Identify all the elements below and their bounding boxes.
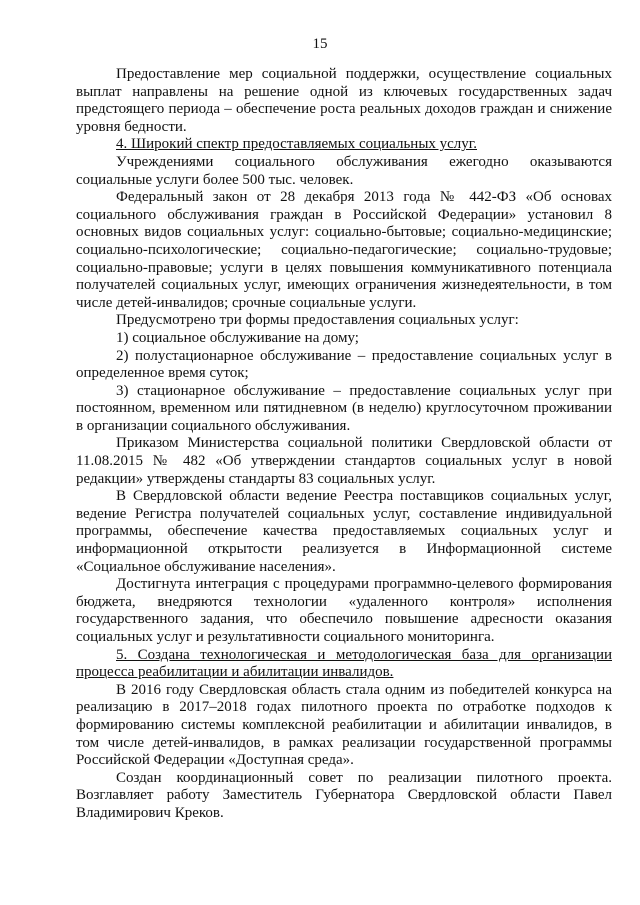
list-item-home-service: 1) социальное обслуживание на дому; — [116, 329, 359, 346]
paragraph-coordination-council: Создан координационный совет по реализации пилотного проекта. Возглавляет работу Заместитель Губернатора Свердловской области Павел Владимирович Креков. — [76, 769, 612, 821]
paragraph-ministry-order: Приказом Министерства социальной политики Свердловской области от 11.08.2015 № 482 «Об утверждении стандартов социальных услуг в новой редакции» утверждены стандарты 83 социальных услуг. — [76, 435, 612, 487]
list-item-stationary: 3) стационарное обслуживание – предоставление социальных услуг при постоянном, временном или пятидневном (в неделю) круглосуточном проживании в организации социального обслуживания. — [76, 382, 612, 434]
paragraph-pilot-project: В 2016 году Свердловская область стала одним из победителей конкурса на реализацию в 2017–2018 годах пилотного проекта по отработке подходов к формированию системы комплексной реабилитации и абилитации инвалидов, в том числе детей-инвалидов, в рамках реализации государственной программы Российской Федерации «Доступная среда». — [76, 681, 612, 769]
list-item-semi-stationary: 2) полустационарное обслуживание – предоставление социальных услуг в определенное время суток; — [76, 347, 612, 382]
paragraph-social-support: Предоставление мер социальной поддержки, осуществление социальных выплат направлены на решение одной из ключевых государственных задач предстоящего периода – обеспечение роста реальных доходов граждан и снижение уровня бедности. — [76, 66, 612, 135]
paragraph-registry: В Свердловской области ведение Реестра поставщиков социальных услуг, ведение Регистра получателей социальных услуг, составление индивидуальной программы, обеспечение качества предоставляемых социальных услуг и информационной открытости реализуется в Информационной системе «Социальное обслуживание населения». — [76, 488, 612, 575]
paragraph-integration: Достигнута интеграция с процедурами программно-целевого формирования бюджета, внедряются технологии «удаленного контроля» исполнения государственного задания, что обеспечило повышение адресности оказания социальных услуг и результативности социального мониторинга. — [76, 576, 612, 645]
paragraph-institutions: Учреждениями социального обслуживания ежегодно оказываются социальные услуги более 500 тыс. человек. — [76, 153, 612, 188]
paragraph-federal-law: Федеральный закон от 28 декабря 2013 года № 442-ФЗ «Об основах социального обслуживания граждан в Российской Федерации» установил 8 основных видов социальных услуг: социально-бытовые; социально-медицинские; социально-психологические; социально-педагогические; социально-трудовые; социально-правовые; услуги в целях повышения коммуникативного потенциала получателей социальных услуг, имеющих ограничения жизнедеятельности, в том числе детей-инвалидов; срочные социальные услуги. — [76, 189, 612, 311]
section-heading-4 — [76, 136, 612, 154]
document-body — [76, 66, 612, 823]
section-heading-5 — [76, 647, 612, 682]
section-heading-4-text: 4. Широкий спектр предоставляемых социальных услуг. — [116, 136, 478, 153]
section-heading-5-text: 5. Создана технологическая и методологическая база для организации процесса реабилитации и абилитации инвалидов. — [76, 646, 612, 681]
paragraph-three-forms: Предусмотрено три формы предоставления социальных услуг: — [116, 312, 519, 329]
page-number: 15 — [312, 36, 328, 52]
